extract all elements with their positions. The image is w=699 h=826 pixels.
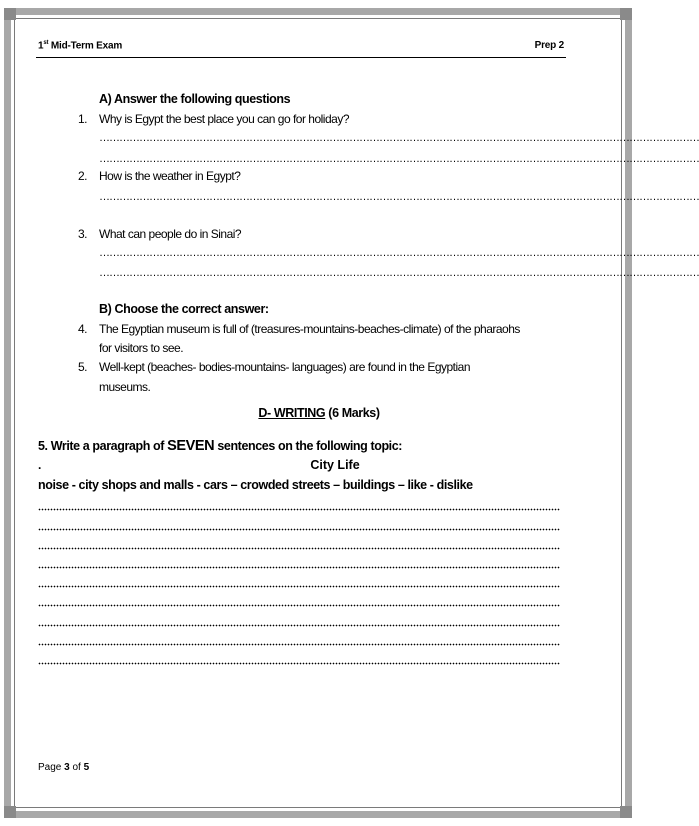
exam-title: 1st Mid-Term Exam <box>38 40 123 52</box>
stray-dot: . <box>38 458 42 472</box>
question-4: 4. The Egyptian museum is full of (treasures-mountains-beaches-climate) of the pharaohs <box>78 322 520 336</box>
page-footer: Page 3 of 5 <box>38 762 90 773</box>
grade-label: Prep 2 <box>534 40 564 51</box>
answer-line[interactable]: ……………………………………………………………………………………………………………………………………………………………… <box>99 191 699 203</box>
answer-line[interactable]: ……………………………………………………………………………………………………………………………………………………………… <box>99 247 699 259</box>
question-3: 3. What can people do in Sinai? <box>78 227 242 241</box>
header-rule <box>36 57 566 58</box>
border-corner-ornament <box>620 806 632 818</box>
question-2: 2. How is the weather in Egypt? <box>78 169 241 183</box>
border-corner-ornament <box>4 806 16 818</box>
writing-line[interactable] <box>38 624 560 627</box>
answer-line[interactable]: ……………………………………………………………………………………………………………………………………………………………… <box>99 153 699 165</box>
writing-line[interactable] <box>38 604 560 607</box>
question-5-continuation: museums. <box>99 380 151 394</box>
border-corner-ornament <box>620 8 632 20</box>
writing-hints: noise - city shops and malls - cars – crowded streets – buildings – like - dislike <box>38 478 473 492</box>
writing-topic: City Life <box>310 458 360 472</box>
question-5: 5. Well-kept (beaches- bodies-mountains- languages) are found in the Egyptian <box>78 360 471 374</box>
writing-line[interactable] <box>38 566 560 569</box>
page-header <box>38 40 564 51</box>
writing-line[interactable] <box>38 508 560 511</box>
answer-line[interactable]: ……………………………………………………………………………………………………………………………………………………………… <box>99 132 699 144</box>
answer-line[interactable]: ……………………………………………………………………………………………………………………………………………………………… <box>99 267 699 279</box>
writing-line[interactable] <box>38 547 560 550</box>
writing-line[interactable] <box>38 585 560 588</box>
writing-section-title: D- WRITING (6 Marks) <box>258 406 380 420</box>
border-corner-ornament <box>4 8 16 20</box>
writing-line[interactable] <box>38 662 560 665</box>
question-1: 1. Why is Egypt the best place you can go for holiday? <box>78 112 349 126</box>
section-a-heading: A) Answer the following questions <box>99 92 291 106</box>
section-b-heading: B) Choose the correct answer: <box>99 302 269 316</box>
writing-prompt: 5. Write a paragraph of SEVEN sentences on the following topic: <box>38 438 403 454</box>
writing-line[interactable] <box>38 528 560 531</box>
writing-line[interactable] <box>38 643 560 646</box>
question-4-continuation: for visitors to see. <box>99 341 184 355</box>
